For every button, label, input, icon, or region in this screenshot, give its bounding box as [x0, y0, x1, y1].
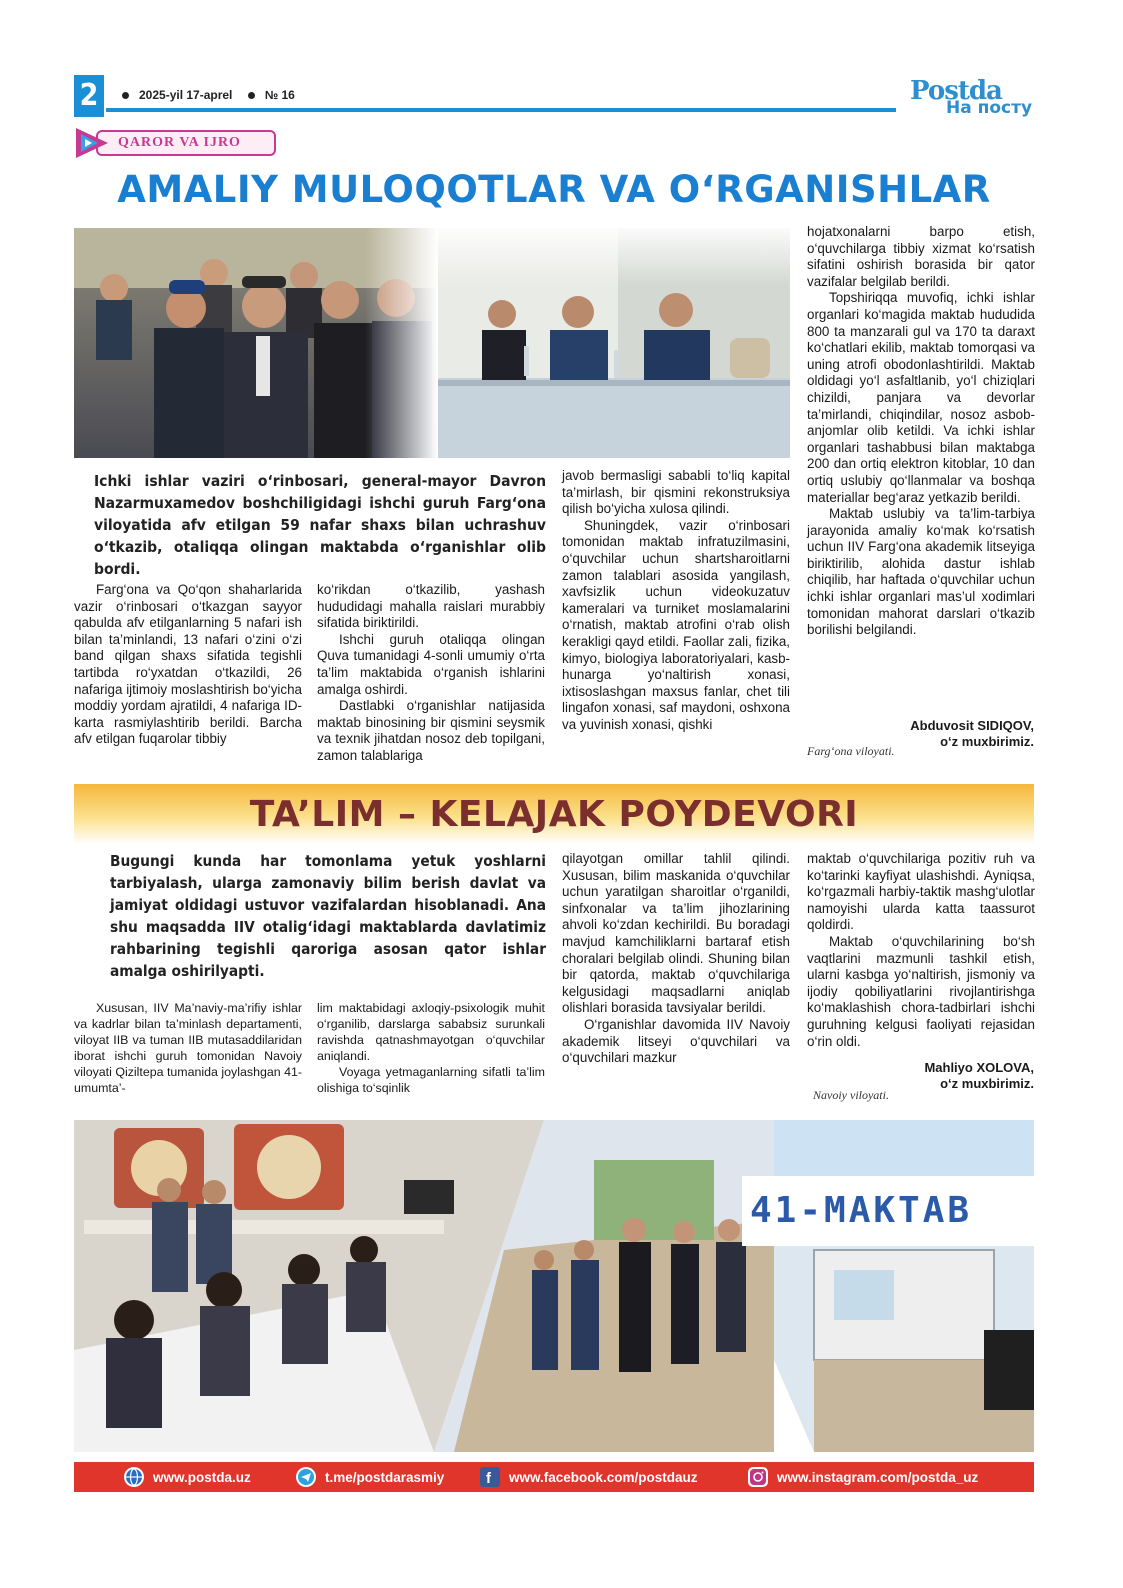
school-sign: 41-MAKTAB — [750, 1190, 973, 1231]
article1-column-4 — [807, 224, 1035, 639]
article1-lead: Ichki ishlar vaziri o‘rinbosari, general-mayor Davron Nazarmuxamedov boshchiligidagi ishchi guruh Farg‘ona viloyatida afv etilgan 59 nafar shaxs bilan uchrashuv o‘tkazib, otaliqqa olingan maktabda o‘rganishlar olib bordi. — [94, 472, 546, 578]
paragraph: Voyaga yetmaganlarning sifatli ta’lim olishiga to‘sqinlik — [317, 1065, 545, 1095]
article1-photo-audience — [74, 228, 438, 458]
facebook-icon — [480, 1467, 500, 1487]
globe-icon — [124, 1467, 144, 1487]
footer-website[interactable] — [124, 1467, 251, 1487]
paragraph: O‘rganishlar davomida IIV Navoiy akademik litseyi o‘quvchilari va o‘quvchilari mazkur — [562, 1016, 790, 1066]
page-number: 2 — [74, 75, 104, 117]
paragraph: hojatxonalarni barpo etish, o‘quvchilarga tibbiy xizmat ko‘rsatish sifatini oshirish borasida bir qator vazifalar belgilab berildi. — [807, 224, 1035, 289]
article1-title: AMALIY MULOQOTLAR VA O‘RGANISHLAR — [117, 168, 991, 211]
paragraph: Topshiriqqa muvofiq, ichki ishlar organlari ko‘magida maktab hududida 800 ta manzarali gul va 170 ta daraxt ko‘chatlari ekilib, maktab tomorqasi va uning atrofi obodonlashtirildi. Maktab oldidagi yo‘l asfaltlanib, yo‘l chiziqlari chizildi, panjara va devorlar ta’mirlandi, chiqindilar, nosoz asbob-anjomlar olib ketildi. Va ichki ishlar organlari tashabbusi bilan maktabga 200 dan ortiq elektron kitoblar, 10 dan ortiq uslubiy qo‘llanmalar va boshqa materiallar beg‘araz yetkazib berildi. — [807, 290, 1035, 505]
rubric-badge — [74, 126, 276, 160]
svg-text:f: f — [486, 1470, 491, 1487]
footer-facebook[interactable] — [480, 1467, 698, 1487]
article2-column-3 — [562, 851, 790, 1067]
newspaper-logo-subtitle: На посту — [946, 98, 1033, 118]
paragraph: maktab o‘quvchilariga pozitiv ruh va ko‘tarinki kayfiyat ulashishdi. Ayniqsa, ko‘rgazmali harbiy-taktik mashg‘ulotlar namoyishi ularda katta taassurot qoldirdi. — [807, 851, 1035, 933]
telegram-icon — [296, 1467, 316, 1487]
article2-column-4 — [807, 851, 1035, 1050]
paragraph: Dastlabki o‘rganishlar natijasida maktab binosining bir qismini seysmik va texnik jihatdan nosoz deb topilgani, zamon talablariga — [317, 698, 545, 763]
author-name: Abduvosit SIDIQOV, — [910, 718, 1034, 733]
paragraph: Shuningdek, vazir o‘rinbosari tomonidan maktab infratuzilmasini, o‘quvchilar uchun shartsharoitlarni zamon talablari asosida yangilash, xavfsizlik uchun videokuzatuv kameralari va turniket moslamalarini o‘rnatish, maktab atrofini o‘rab olish kerakligi qayd etildi. Faollar zali, fizika, kimyo, biologiya laboratoriyalari, kasb-hunarga yo‘naltirish xonasi, ixtisoslashgan maxsus fanlar, chet tili lingafon xonasi, saf maydoni, oshxona va yuvinish xonasi, qishki — [562, 517, 790, 732]
issue-meta — [116, 88, 295, 102]
instagram-link[interactable]: www.instagram.com/postda_uz — [777, 1469, 979, 1485]
footer-instagram[interactable] — [748, 1467, 978, 1487]
facebook-link[interactable]: www.facebook.com/postdauz — [509, 1469, 698, 1485]
newspaper-logo: Postda — [910, 76, 1002, 106]
paragraph: Farg‘ona va Qo‘qon shaharlarida vazir o‘rinbosari o‘tkazgan sayyor qabulda afv etilganlarning 5 nafari ish bilan ta’minlandi, 13 nafari o‘zini o‘zi band qilgan shaxs sifatida tegishli tartibda ro‘yxatdan o‘tkazildi, 26 nafariga ijtimoiy moslashtirish bo‘yicha moddiy yordam ajratildi, 4 nafariga ID-karta rasmiylashtirib berildi. Barcha afv etilgan fuqarolar tibbiy — [74, 582, 302, 747]
article1-photo-presidium — [438, 228, 790, 458]
footer-telegram[interactable] — [296, 1467, 444, 1487]
article2-place: Navoiy viloyati. — [813, 1088, 889, 1102]
website-link[interactable]: www.postda.uz — [153, 1469, 251, 1485]
article1-column-3 — [562, 468, 790, 734]
paragraph: lim maktabidagi axloqiy-psixologik muhit o‘rganilib, darslarga sababsiz surunkali ravishda qatnashmayotgan o‘quvchilar aniqlandi. — [317, 1001, 545, 1063]
article2-column-2 — [317, 1000, 545, 1096]
paragraph: ko‘rikdan o‘tkazilib, yashash hududidagi mahalla raislari murabbiy sifatida biriktirildi. — [317, 582, 545, 631]
article2-lead: Bugungi kunda har tomonlama yetuk yoshlarni tarbiyalash, ularga zamonaviy bilim berish davlat va jamiyat oldidagi ustuvor vazifalardan hisoblanadi. Ana shu maqsadda IIV otalig‘idagi maktablarda davlatimiz rahbarining tegishli qaroriga asosan qator ishlar amalga oshirilyapti. — [110, 852, 546, 980]
rubric-arrow-icon — [74, 126, 114, 160]
paragraph: Xususan, IIV Ma’naviy-ma’rifiy ishlar va kadrlar bilan ta’minlash departamenti, viloyat IIB va tuman IIB mutasaddilaridan iborat ishchi guruh tomonidan Navoiy viloyati Qiziltepa tumanida joylashgan 41-umumta’- — [74, 1001, 302, 1095]
article1-column-2 — [317, 582, 545, 765]
article2-column-1 — [74, 1000, 302, 1096]
article1-place: Farg‘ona viloyati. — [807, 744, 895, 758]
article1-column-1 — [74, 582, 302, 748]
article2-photo-collage — [74, 1120, 1034, 1452]
issue-number: № 16 — [264, 88, 295, 102]
footer-bar — [74, 1462, 1034, 1492]
author-role: o‘z muxbirimiz. — [940, 1076, 1034, 1091]
paragraph: javob bermasligi sababli to‘liq kapital ta’mirlash, bir qismini rekonstruksiya qilish bo‘yicha xulosa qilindi. — [562, 468, 790, 517]
paragraph: Maktab uslubiy va ta’lim-tarbiya jarayonida amaliy ko‘mak ko‘rsatish uchun IIV Farg‘ona akademik litseyiga biriktirilib, alohida dastur ishlab chiqilib, har haftada o‘quvchilar uchun ichki ishlar organlari mas’ul xodimlari tomonidan mahorat darslari o‘tkazib borilishi belgilandi. — [807, 506, 1035, 638]
issue-date: 2025-yil 17-aprel — [139, 88, 233, 102]
telegram-link[interactable]: t.me/postdarasmiy — [325, 1469, 445, 1485]
rubric-label: QAROR VA IJRO — [118, 135, 241, 150]
article2-title: TA’LIM – KELAJAK POYDEVORI — [249, 794, 859, 835]
author-name: Mahliyo XOLOVA, — [924, 1060, 1034, 1075]
paragraph: qilayotgan omillar tahlil qilindi. Xususan, bilim maskanida o‘quvchilar uchun yaratilgan sharoitlar o‘rganildi, sinfxonalar va ta’lim jihozlarining ahvoli ko‘zdan kechirildi. Bu boradagi mavjud kamchiliklarni bartaraf etish choralari belgilab olindi. Shuning bilan bir qatorda, maktab o‘quvchilariga kelgusidagi maqsadlarni aniqlab olishlari borasida tavsiyalar berildi. — [562, 851, 790, 1016]
instagram-icon — [748, 1467, 768, 1487]
author-role: o‘z muxbirimiz. — [940, 734, 1034, 749]
header-rule — [106, 108, 896, 112]
paragraph: Maktab o‘quvchilarining bo‘sh vaqtlarini mazmunli tashkil etish, ularni kasbga yo‘naltirish, jismoniy va ijodiy qobiliyatlarini rivojlantirishga ko‘maklashish chora-tadbirlari ishchi guruhning kelgusi faoliyati rejasidan o‘rin oldi. — [807, 933, 1035, 1049]
paragraph: Ishchi guruh otaliqqa olingan Quva tumanidagi 4-sonli umumiy o‘rta ta’lim maktabida o‘rganish ishlarini amalga oshirdi. — [317, 631, 545, 697]
